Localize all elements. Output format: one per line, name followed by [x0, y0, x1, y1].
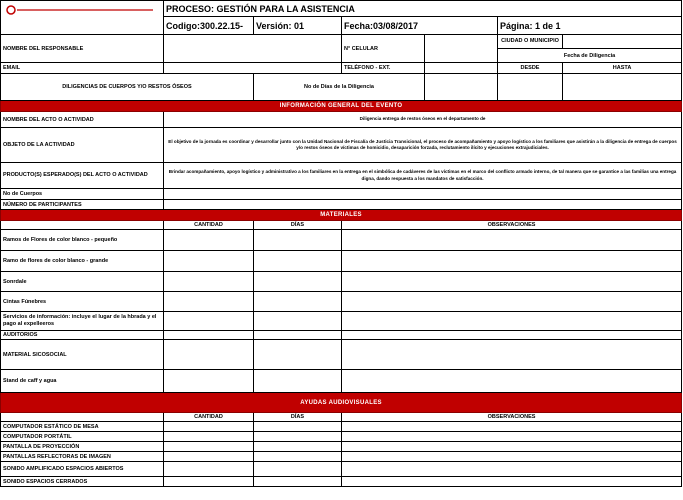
- material-cantidad-field[interactable]: [164, 370, 254, 393]
- audiovisuales-col-dias: DÍAS: [254, 413, 342, 422]
- proceso-title: PROCESO: GESTIÓN PARA LA ASISTENCIA: [164, 1, 682, 17]
- desde-label: DESDE: [498, 63, 563, 74]
- num-dias-label: No de Días de la Diligencia: [254, 74, 425, 101]
- material-dias-field[interactable]: [254, 331, 342, 340]
- nombre-responsable-label: NOMBRE DEL RESPONSABLE: [1, 35, 164, 63]
- material-obs-field[interactable]: [342, 292, 682, 312]
- materiales-section-title: MATERIALES: [1, 210, 682, 221]
- fecha-diligencia-label: Fecha de Diligencia: [498, 49, 682, 63]
- material-dias-field[interactable]: [254, 370, 342, 393]
- material-dias-field[interactable]: [254, 230, 342, 251]
- email-field[interactable]: [164, 63, 342, 74]
- celular-field[interactable]: [425, 35, 498, 63]
- material-obs-field[interactable]: [342, 272, 682, 292]
- num-participantes-label: NÚMERO DE PARTICIPANTES: [1, 200, 164, 210]
- material-obs-field[interactable]: [342, 251, 682, 272]
- audiovisual-cantidad-field[interactable]: [164, 422, 254, 432]
- audiovisual-row-label: SONIDO AMPLIFICADO ESPACIOS ABIERTOS: [1, 462, 164, 477]
- audiovisual-cantidad-field[interactable]: [164, 432, 254, 442]
- material-row-label: Ramo de flores de color blanco - grande: [1, 251, 164, 272]
- audiovisual-obs-field[interactable]: [342, 477, 682, 487]
- audiovisual-dias-field[interactable]: [254, 422, 342, 432]
- objeto-label: OBJETO DE LA ACTIVIDAD: [1, 128, 164, 163]
- nombre-acto-value[interactable]: Diligencia entrega de restos óseos en el departamento de: [164, 112, 682, 128]
- telefono-label: TELÉFONO - EXT.: [342, 63, 425, 74]
- material-row-label: MATERIAL SICOSOCIAL: [1, 340, 164, 370]
- hasta-label: HASTA: [563, 63, 682, 74]
- audiovisuales-section-title: AYUDAS AUDIOVISUALES: [1, 393, 682, 413]
- nombre-responsable-field[interactable]: [164, 35, 342, 63]
- material-obs-field[interactable]: [342, 230, 682, 251]
- material-row-label: Servicios de información: incluye el lugar de la hbrada y el pago al expelleeros: [1, 312, 164, 331]
- material-row-label: Ramos de Flores de color blanco - pequeño: [1, 230, 164, 251]
- audiovisual-obs-field[interactable]: [342, 452, 682, 462]
- producto-label: PRODUCTO(S) ESPERADO(S) DEL ACTO O ACTIVIDAD: [1, 163, 164, 189]
- num-dias-field[interactable]: [425, 74, 498, 101]
- num-participantes-field[interactable]: [164, 200, 682, 210]
- audiovisual-obs-field[interactable]: [342, 422, 682, 432]
- audiovisual-cantidad-field[interactable]: [164, 452, 254, 462]
- material-dias-field[interactable]: [254, 272, 342, 292]
- audiovisual-dias-field[interactable]: [254, 432, 342, 442]
- material-cantidad-field[interactable]: [164, 312, 254, 331]
- audiovisuales-col-item: [1, 413, 164, 422]
- material-obs-field[interactable]: [342, 370, 682, 393]
- objeto-value[interactable]: El objetivo de la jornada es coordinar y desarrollar junto con la Unidad Nacional de Fiscalía de Justicia Transicional, el proceso de acompañamiento y apoyo logístico a los familiares que asistirán a la diligencia de entrega de cuerpos y/o restos óseos de víctimas de homicidio, desaparición forzada, reclutamiento ilícito y ejecuciones extrajudiciales.: [164, 128, 682, 163]
- material-cantidad-field[interactable]: [164, 272, 254, 292]
- audiovisuales-col-observaciones: OBSERVACIONES: [342, 413, 682, 422]
- audiovisual-cantidad-field[interactable]: [164, 477, 254, 487]
- material-dias-field[interactable]: [254, 340, 342, 370]
- evento-section-title: INFORMACIÓN GENERAL DEL EVENTO: [1, 101, 682, 112]
- pagina: Página: 1 de 1: [498, 17, 682, 35]
- audiovisual-row-label: COMPUTADOR PORTÁTIL: [1, 432, 164, 442]
- producto-value[interactable]: Brindar acompañamiento, apoyo logístico y administrativo a los familiares en la entrega en el simbólica de cadáveres de las víctimas en el marco del conflicto armado interno, de tal manera que se garantice a las familias una entrega digna, dando respuesta a los mandatos de satisfacción.: [164, 163, 682, 189]
- institution-logo-icon: [5, 5, 145, 15]
- material-dias-field[interactable]: [254, 312, 342, 331]
- ciudad-label: CIUDAD O MUNICIPIO: [498, 35, 563, 49]
- num-cuerpos-field[interactable]: [164, 189, 682, 200]
- audiovisual-dias-field[interactable]: [254, 442, 342, 452]
- audiovisual-row-label: SONIDO ESPACIOS CERRADOS: [1, 477, 164, 487]
- logo-cell: [1, 1, 164, 35]
- telefono-field[interactable]: [425, 63, 498, 74]
- email-label: EMAIL: [1, 63, 164, 74]
- audiovisual-row-label: PANTALLAS REFLECTORAS DE IMAGEN: [1, 452, 164, 462]
- material-dias-field[interactable]: [254, 251, 342, 272]
- hasta-field[interactable]: [563, 74, 682, 101]
- audiovisual-obs-field[interactable]: [342, 462, 682, 477]
- material-cantidad-field[interactable]: [164, 230, 254, 251]
- material-dias-field[interactable]: [254, 292, 342, 312]
- materiales-col-observaciones: OBSERVACIONES: [342, 221, 682, 230]
- num-cuerpos-label: No de Cuerpos: [1, 189, 164, 200]
- audiovisual-cantidad-field[interactable]: [164, 462, 254, 477]
- material-row-label: AUDITORIOS: [1, 331, 164, 340]
- materiales-col-item: [1, 221, 164, 230]
- codigo: Codigo:300.22.15-: [164, 17, 254, 35]
- material-obs-field[interactable]: [342, 340, 682, 370]
- material-row-label: Sonrdale: [1, 272, 164, 292]
- diligencias-label: DILIGENCIAS DE CUERPOS Y/O RESTOS ÓSEOS: [1, 74, 254, 101]
- audiovisual-cantidad-field[interactable]: [164, 442, 254, 452]
- material-obs-field[interactable]: [342, 331, 682, 340]
- material-cantidad-field[interactable]: [164, 292, 254, 312]
- material-row-label: Cintas Fúnebres: [1, 292, 164, 312]
- desde-field[interactable]: [498, 74, 563, 101]
- audiovisual-obs-field[interactable]: [342, 432, 682, 442]
- material-cantidad-field[interactable]: [164, 331, 254, 340]
- audiovisual-row-label: PANTALLA DE PROYECCIÓN: [1, 442, 164, 452]
- materiales-col-dias: DÍAS: [254, 221, 342, 230]
- audiovisual-dias-field[interactable]: [254, 462, 342, 477]
- material-cantidad-field[interactable]: [164, 251, 254, 272]
- material-cantidad-field[interactable]: [164, 340, 254, 370]
- materiales-col-cantidad: CANTIDAD: [164, 221, 254, 230]
- celular-label: N° CELULAR: [342, 35, 425, 63]
- nombre-acto-label: NOMBRE DEL ACTO O ACTIVIDAD: [1, 112, 164, 128]
- version: Versión: 01: [254, 17, 342, 35]
- material-row-label: Stand de caff y agua: [1, 370, 164, 393]
- audiovisual-obs-field[interactable]: [342, 442, 682, 452]
- audiovisual-dias-field[interactable]: [254, 452, 342, 462]
- audiovisual-row-label: COMPUTADOR ESTÁTICO DE MESA: [1, 422, 164, 432]
- material-obs-field[interactable]: [342, 312, 682, 331]
- audiovisual-dias-field[interactable]: [254, 477, 342, 487]
- audiovisuales-col-cantidad: CANTIDAD: [164, 413, 254, 422]
- fecha: Fecha:03/08/2017: [342, 17, 498, 35]
- ciudad-field[interactable]: [563, 35, 682, 49]
